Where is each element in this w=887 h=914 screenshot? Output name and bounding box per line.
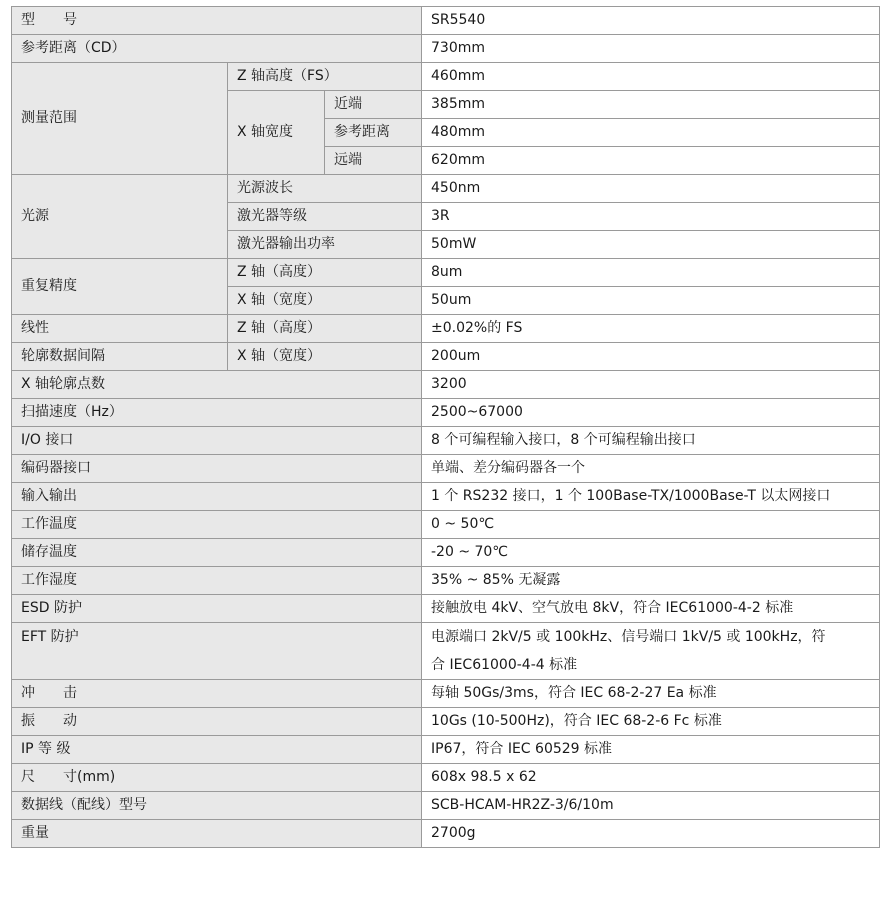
far-value: 620mm (422, 147, 880, 175)
table-row (12, 315, 880, 343)
shock-label: 冲 击 (12, 680, 422, 708)
table-row (12, 595, 880, 623)
scan-speed-value: 2500~67000 (422, 399, 880, 427)
repeat-z-value: 8um (422, 259, 880, 287)
spec-table (11, 6, 880, 848)
table-row (12, 175, 880, 203)
far-label: 远端 (325, 147, 422, 175)
encoder-label: 编码器接口 (12, 455, 422, 483)
table-row (12, 736, 880, 764)
linearity-value: ±0.02%的 FS (422, 315, 880, 343)
table-row (12, 63, 880, 91)
laser-class-value: 3R (422, 203, 880, 231)
repeat-z-label: Z 轴（高度） (228, 259, 422, 287)
z-height-value: 460mm (422, 63, 880, 91)
storage-temp-label: 储存温度 (12, 539, 422, 567)
eft-value (422, 623, 880, 680)
laser-power-label: 激光器输出功率 (228, 231, 422, 259)
table-row (12, 7, 880, 35)
esd-label: ESD 防护 (12, 595, 422, 623)
ip-value: IP67，符合 IEC 60529 标准 (422, 736, 880, 764)
size-label: 尺 寸(mm) (12, 764, 422, 792)
storage-temp-value: -20 ~ 70℃ (422, 539, 880, 567)
table-row (12, 455, 880, 483)
table-row (12, 708, 880, 736)
weight-value: 2700g (422, 820, 880, 848)
laser-power-value: 50mW (422, 231, 880, 259)
op-temp-label: 工作温度 (12, 511, 422, 539)
repeat-x-value: 50um (422, 287, 880, 315)
weight-label: 重量 (12, 820, 422, 848)
in-out-label: 输入输出 (12, 483, 422, 511)
table-row (12, 371, 880, 399)
profile-interval-value: 200um (422, 343, 880, 371)
esd-value: 接触放电 4kV、空气放电 8kV，符合 IEC61000-4-2 标准 (422, 595, 880, 623)
op-temp-value: 0 ~ 50℃ (422, 511, 880, 539)
shock-value: 每轴 50Gs/3ms，符合 IEC 68-2-27 Ea 标准 (422, 680, 880, 708)
linearity-sub-label: Z 轴（高度） (228, 315, 422, 343)
in-out-value: 1 个 RS232 接口，1 个 100Base-TX/1000Base-T 以太网接口 (422, 483, 880, 511)
table-row (12, 567, 880, 595)
table-row (12, 680, 880, 708)
ref-distance-label: 参考距离（CD） (12, 35, 422, 63)
laser-class-label: 激光器等级 (228, 203, 422, 231)
cable-label: 数据线（配线）型号 (12, 792, 422, 820)
size-value: 608x 98.5 x 62 (422, 764, 880, 792)
near-value: 385mm (422, 91, 880, 119)
table-row (12, 820, 880, 848)
table-row (12, 483, 880, 511)
x-width-label: X 轴宽度 (228, 91, 325, 175)
eft-value-line2: 合 IEC61000-4-4 标准 (431, 657, 578, 673)
table-row (12, 511, 880, 539)
ip-label: IP 等 级 (12, 736, 422, 764)
ref-distance-value: 730mm (422, 35, 880, 63)
x-points-label: X 轴轮廓点数 (12, 371, 422, 399)
ref-label: 参考距离 (325, 119, 422, 147)
near-label: 近端 (325, 91, 422, 119)
table-row (12, 764, 880, 792)
model-value: SR5540 (422, 7, 880, 35)
op-humidity-label: 工作湿度 (12, 567, 422, 595)
cable-value: SCB-HCAM-HR2Z-3/6/10m (422, 792, 880, 820)
io-value: 8 个可编程输入接口，8 个可编程输出接口 (422, 427, 880, 455)
spec-table-container (11, 6, 879, 848)
table-row (12, 343, 880, 371)
eft-label: EFT 防护 (12, 623, 422, 680)
linearity-label: 线性 (12, 315, 228, 343)
light-source-label: 光源 (12, 175, 228, 259)
table-row (12, 539, 880, 567)
profile-interval-sub-label: X 轴（宽度） (228, 343, 422, 371)
repeatability-label: 重复精度 (12, 259, 228, 315)
table-row (12, 399, 880, 427)
table-row (12, 623, 880, 680)
eft-value-line1: 电源端口 2kV/5 或 100kHz、信号端口 1kV/5 或 100kHz，符 (431, 629, 826, 645)
z-height-label: Z 轴高度（FS） (228, 63, 422, 91)
table-row (12, 427, 880, 455)
table-row (12, 792, 880, 820)
wavelength-value: 450nm (422, 175, 880, 203)
x-points-value: 3200 (422, 371, 880, 399)
op-humidity-value: 35% ~ 85% 无凝露 (422, 567, 880, 595)
model-label: 型 号 (12, 7, 422, 35)
encoder-value: 单端、差分编码器各一个 (422, 455, 880, 483)
profile-interval-label: 轮廓数据间隔 (12, 343, 228, 371)
io-label: I/O 接口 (12, 427, 422, 455)
table-row (12, 35, 880, 63)
vibration-value: 10Gs (10-500Hz)，符合 IEC 68-2-6 Fc 标准 (422, 708, 880, 736)
wavelength-label: 光源波长 (228, 175, 422, 203)
vibration-label: 振 动 (12, 708, 422, 736)
ref-value: 480mm (422, 119, 880, 147)
repeat-x-label: X 轴（宽度） (228, 287, 422, 315)
measure-range-label: 测量范围 (12, 63, 228, 175)
table-row (12, 259, 880, 287)
scan-speed-label: 扫描速度（Hz） (12, 399, 422, 427)
